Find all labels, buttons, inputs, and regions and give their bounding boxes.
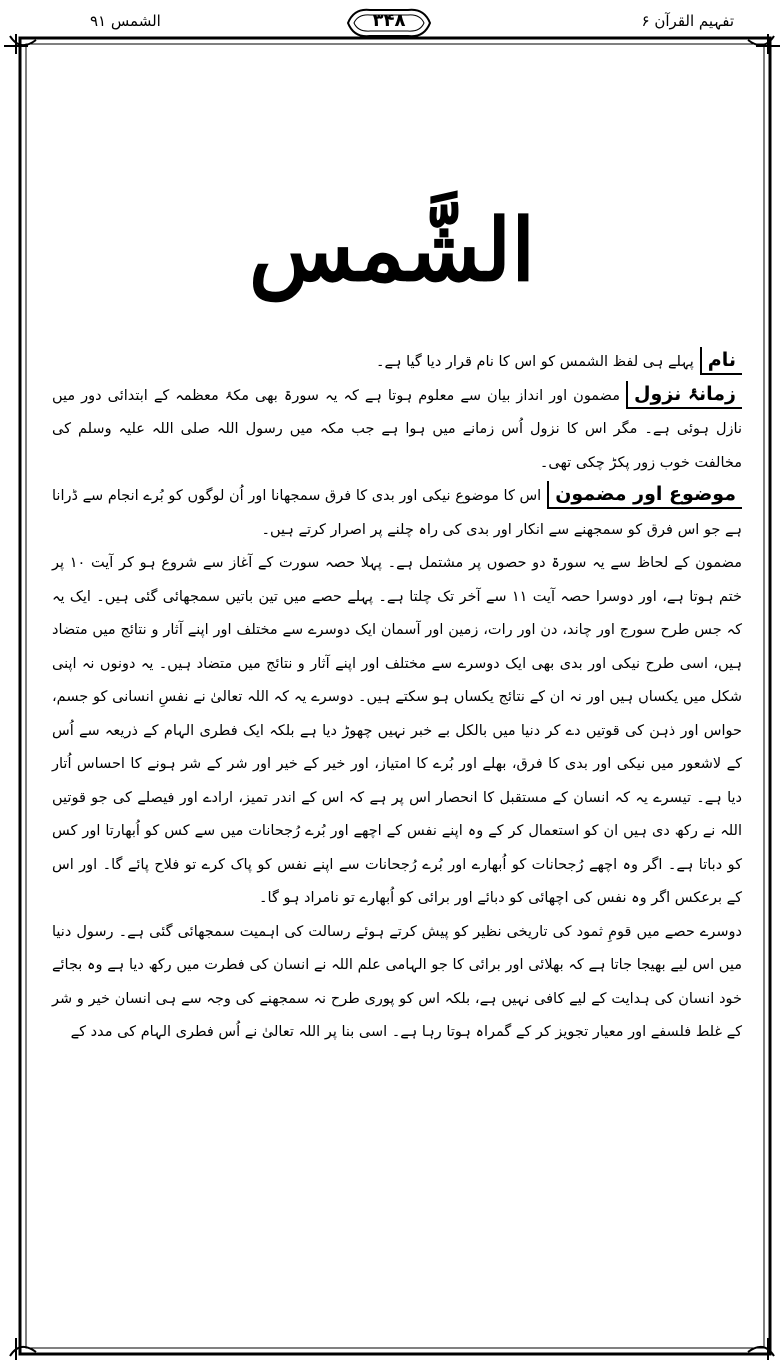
section-period-of-revelation xyxy=(52,380,742,481)
section-text: پہلے ہی لفظ الشمس کو اس کا نام قرار دیا گیا ہے۔ xyxy=(375,354,694,370)
running-head xyxy=(0,6,784,46)
body-paragraph: مضمون کے لحاظ سے یہ سورۃ دو حصوں پر مشتمل ہے۔ پہلا حصہ سورت کے آغاز سے شروع ہو کر آیت ۱۰ پر ختم ہوتا ہے، اور دوسرا حصہ آیت ۱۱ سے آخر تک چلتا ہے۔ پہلے حصے میں تین باتیں سمجھائی گئی ہیں۔ ایک یہ کہ جس طرح سورج اور چاند، دن اور رات، زمین اور آسمان ایک دوسرے سے مختلف اور اپنے آثار و نتائج میں متضاد ہیں، اسی طرح نیکی اور بدی بھی ایک دوسرے سے مختلف اور اپنے آثار و نتائج میں متضاد ہیں۔ یہ دونوں نہ اپنی شکل میں یکساں ہیں اور نہ ان کے نتائج یکساں ہو سکتے ہیں۔ دوسرے یہ کہ اللہ تعالیٰ نے نفسِ انسانی کو جسم، حواس اور ذہن کی قوتیں دے کر دنیا میں بالکل بے خبر نہیں چھوڑ دیا ہے بلکہ ایک فطری الہام کے ذریعہ سے اُس کے لاشعور میں نیکی اور بدی کا فرق، بھلے اور بُرے کا امتیاز، اور خیر کے خیر اور شر کے شر ہونے کا احساس اُتار دیا ہے۔ تیسرے یہ کہ انسان کے مستقبل کا انحصار اس پر ہے کہ اس کے اندر تمیز، ارادے اور فیصلے کی جو قوتیں اللہ نے رکھ دی ہیں ان کو استعمال کر کے وہ اپنے نفس کے اچھے اور بُرے رُجحانات میں سے کس کو اُبھارتا اور کس کو دباتا ہے۔ اگر وہ اچھے رُجحانات کو اُبھارے اور بُرے رُجحانات سے اپنے نفس کو پاک کرے تو فلاح پائے گا۔ اور اس کے برعکس اگر وہ نفس کی اچھائی کو دبائے اور برائی کو اُبھارے تو نامراد ہو گا۔ xyxy=(52,555,742,906)
section-subject-matter xyxy=(52,480,742,547)
body-text xyxy=(52,346,742,1050)
body-paragraph: دوسرے حصے میں قومِ ثمود کی تاریخی نظیر کو پیش کرتے ہوئے رسالت کی اہمیت سمجھائی گئی ہے۔ رسول دنیا میں اس لیے بھیجا جاتا ہے کہ بھلائی اور برائی کا جو الہامی علم اللہ نے انسان کی فطرت میں رکھ دیا ہے وہ بجائے خود انسان کی ہدایت کے لیے کافی نہیں ہے، بلکہ اس کو پوری طرح نہ سمجھنے کی وجہ سے ہی انسان خیر و شر کے غلط فلسفے اور معیار تجویز کر کے گمراہ ہوتا رہا ہے۔ اسی بنا پر اللہ تعالیٰ نے اُس فطری الہام کی مدد کے xyxy=(52,923,742,1040)
section-name xyxy=(52,346,742,380)
section-text: اس کا موضوع نیکی اور بدی کا فرق سمجھانا اور اُن لوگوں کو بُرے انجام سے ڈرانا ہے جو اس فرق کو سمجھنے سے انکار اور بدی کی راہ چلنے پر اصرار کرتے ہیں۔ xyxy=(52,488,742,538)
section-heading: موضوع اور مضمون xyxy=(547,481,742,509)
page-number-badge xyxy=(340,6,438,40)
section-heading: نام xyxy=(700,347,742,375)
surah-title: الشَّمس xyxy=(248,200,536,301)
section-heading: زمانۂ نزول xyxy=(626,381,742,409)
book-title: تفہیم القرآن ۶ xyxy=(641,12,734,30)
section-text: مضمون اور انداز بیان سے معلوم ہوتا ہے کہ یہ سورۃ بھی مکۂ معظمہ کے ابتدائی دور میں نازل ہوئی ہے۔ مگر اس کا نزول اُس زمانے میں ہوا ہے جب مکہ میں رسول اللہ صلی اللہ علیہ وسلم کی مخالفت خوب زور پکڑ چکی تھی۔ xyxy=(52,387,742,471)
corner-ornament-bottom-left xyxy=(10,1338,36,1360)
surah-reference: الشمس ۹۱ xyxy=(90,12,161,30)
page-number: ۳۴۸ xyxy=(372,10,406,31)
